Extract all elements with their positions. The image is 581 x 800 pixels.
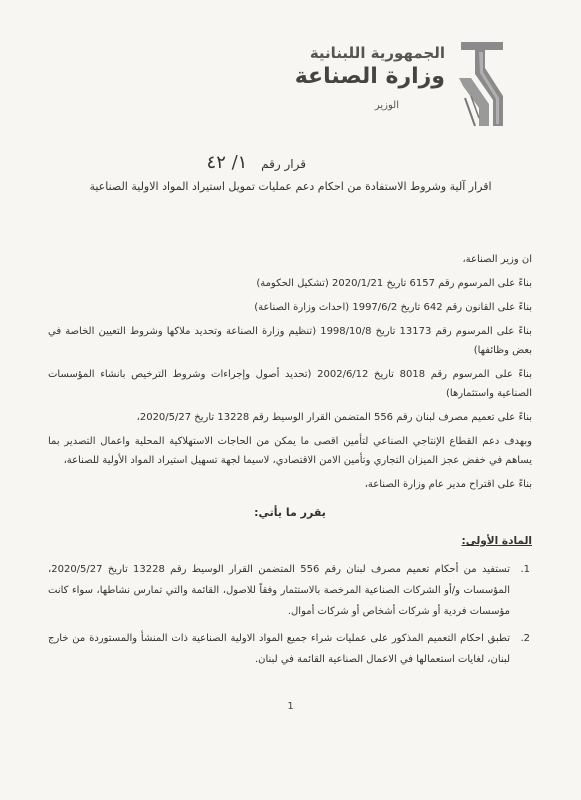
decides-heading: يقرر ما يأتي: <box>254 506 326 519</box>
decision-number <box>207 152 306 173</box>
clause-paragraph: بناءً على المرسوم رقم 13173 تاريخ 1998/10/8 (تنظيم وزارة الصناعة وتحديد ملاكها وشروط التعيين الخاصة في بعض وظائفها) <box>48 326 532 356</box>
clause-paragraph: وبهدف دعم القطاع الإنتاجي الصناعي لتأمين اقصى ما يمكن من الحاجات الاستهلاكية المحلية واعمال التصدير بما يساهم في خفض عجز الميزان التجاري وتأمين الامن الاقتصادي، لاسيما لجهة تسهيل استيراد المواد الأولية للصناعة، <box>48 436 532 466</box>
item-number: 2. <box>520 633 530 644</box>
ministry-letterhead <box>251 38 511 118</box>
minister-office-label: الوزير <box>374 100 399 111</box>
item-text: تستفيد من أحكام تعميم مصرف لبنان رقم 556 المتضمن القرار الوسيط رقم 13228 تاريخ 2020/5/27، المؤسسات و/أو الشركات الصناعية المرخصة بالاستثمار وفقاً للاصول، القائمة والتي تمارس نشاطها، سواء كانت مؤسسات فردية أو شركات أشخاص أو شركات أموال. <box>48 564 510 617</box>
ministry-name: وزارة الصناعة <box>294 64 445 89</box>
decision-number-label: قرار رقم <box>261 157 306 171</box>
item-text: تطبق احكام التعميم المذكور على عمليات شراء جميع المواد الاولية الصناعية ذات المنشأ والمستوردة من خارج لبنان، لغايات استعمالها في الاعمال الصناعية القائمة في لبنان. <box>48 633 510 665</box>
article-one-list <box>48 559 532 670</box>
clause-paragraph: بناءً على القانون رقم 642 تاريخ 1997/6/2 (احداث وزارة الصناعة) <box>254 302 532 313</box>
decision-body <box>48 250 532 676</box>
clause-paragraph: بناءً على المرسوم رقم 8018 تاريخ 2002/6/12 (تحديد أصول وإجراءات وشروط الترخيص بانشاء المؤسسات الصناعية واستثمارها) <box>48 369 532 399</box>
ministry-emblem-icon <box>453 38 511 130</box>
republic-label: الجمهورية اللبنانية <box>309 44 445 62</box>
list-item <box>48 628 532 670</box>
clause-paragraph: بناءً على تعميم مصرف لبنان رقم 556 المتضمن القرار الوسيط رقم 13228 تاريخ 2020/5/27، <box>136 412 532 423</box>
article-one-heading: المادة الأولى: <box>461 535 532 547</box>
clause-paragraph: بناءً على المرسوم رقم 6157 تاريخ 2020/1/21 (تشكيل الحكومة) <box>256 278 532 289</box>
page-number: 1 <box>287 701 294 712</box>
clause-paragraph: بناءً على اقتراح مدير عام وزارة الصناعة، <box>364 479 532 490</box>
decision-number-value: ١/ ٤٢ <box>206 152 248 173</box>
list-item <box>48 559 532 622</box>
intro-line: ان وزير الصناعة، <box>462 254 532 265</box>
item-number: 1. <box>520 564 530 575</box>
decision-title: اقرار آلية وشروط الاستفادة من احكام دعم عمليات تمويل استيراد المواد الاولية الصناعية <box>89 180 492 193</box>
